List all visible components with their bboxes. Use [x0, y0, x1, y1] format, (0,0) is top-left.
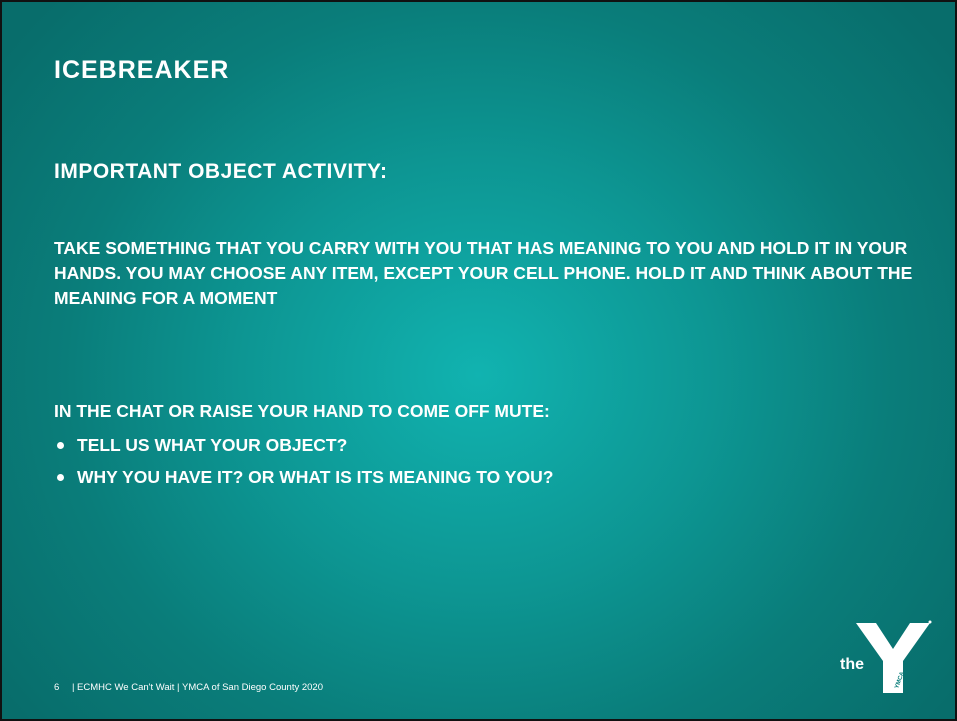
bullet-item	[54, 461, 553, 493]
ymca-logo-icon	[838, 619, 936, 695]
logo-word: the	[840, 656, 864, 673]
slide-title: ICEBREAKER	[54, 56, 230, 84]
bullet-text: TELL US WHAT YOUR OBJECT?	[77, 435, 348, 455]
slide-footer	[54, 682, 323, 693]
bullet-icon	[57, 442, 64, 449]
bullet-item	[54, 429, 553, 461]
logo-side-text: YMCA	[894, 671, 906, 690]
page-number: 6	[54, 682, 60, 693]
bullet-list	[54, 429, 553, 493]
activity-instructions: TAKE SOMETHING THAT YOU CARRY WITH YOU THAT HAS MEANING TO YOU AND HOLD IT IN YOUR HANDS. YOU MAY CHOOSE ANY ITEM, EXCEPT YOUR CELL PHONE. HOLD IT AND THINK ABOUT THE MEANING FOR A MOMENT	[54, 238, 913, 308]
bullet-icon	[57, 474, 64, 481]
chat-prompt: IN THE CHAT OR RAISE YOUR HAND TO COME OFF MUTE:	[54, 401, 550, 421]
bullet-text: WHY YOU HAVE IT? OR WHAT IS ITS MEANING TO YOU?	[77, 467, 554, 487]
footer-text: | ECMHC We Can't Wait | YMCA of San Diego County 2020	[71, 682, 323, 693]
slide-subtitle: IMPORTANT OBJECT ACTIVITY:	[54, 160, 388, 183]
